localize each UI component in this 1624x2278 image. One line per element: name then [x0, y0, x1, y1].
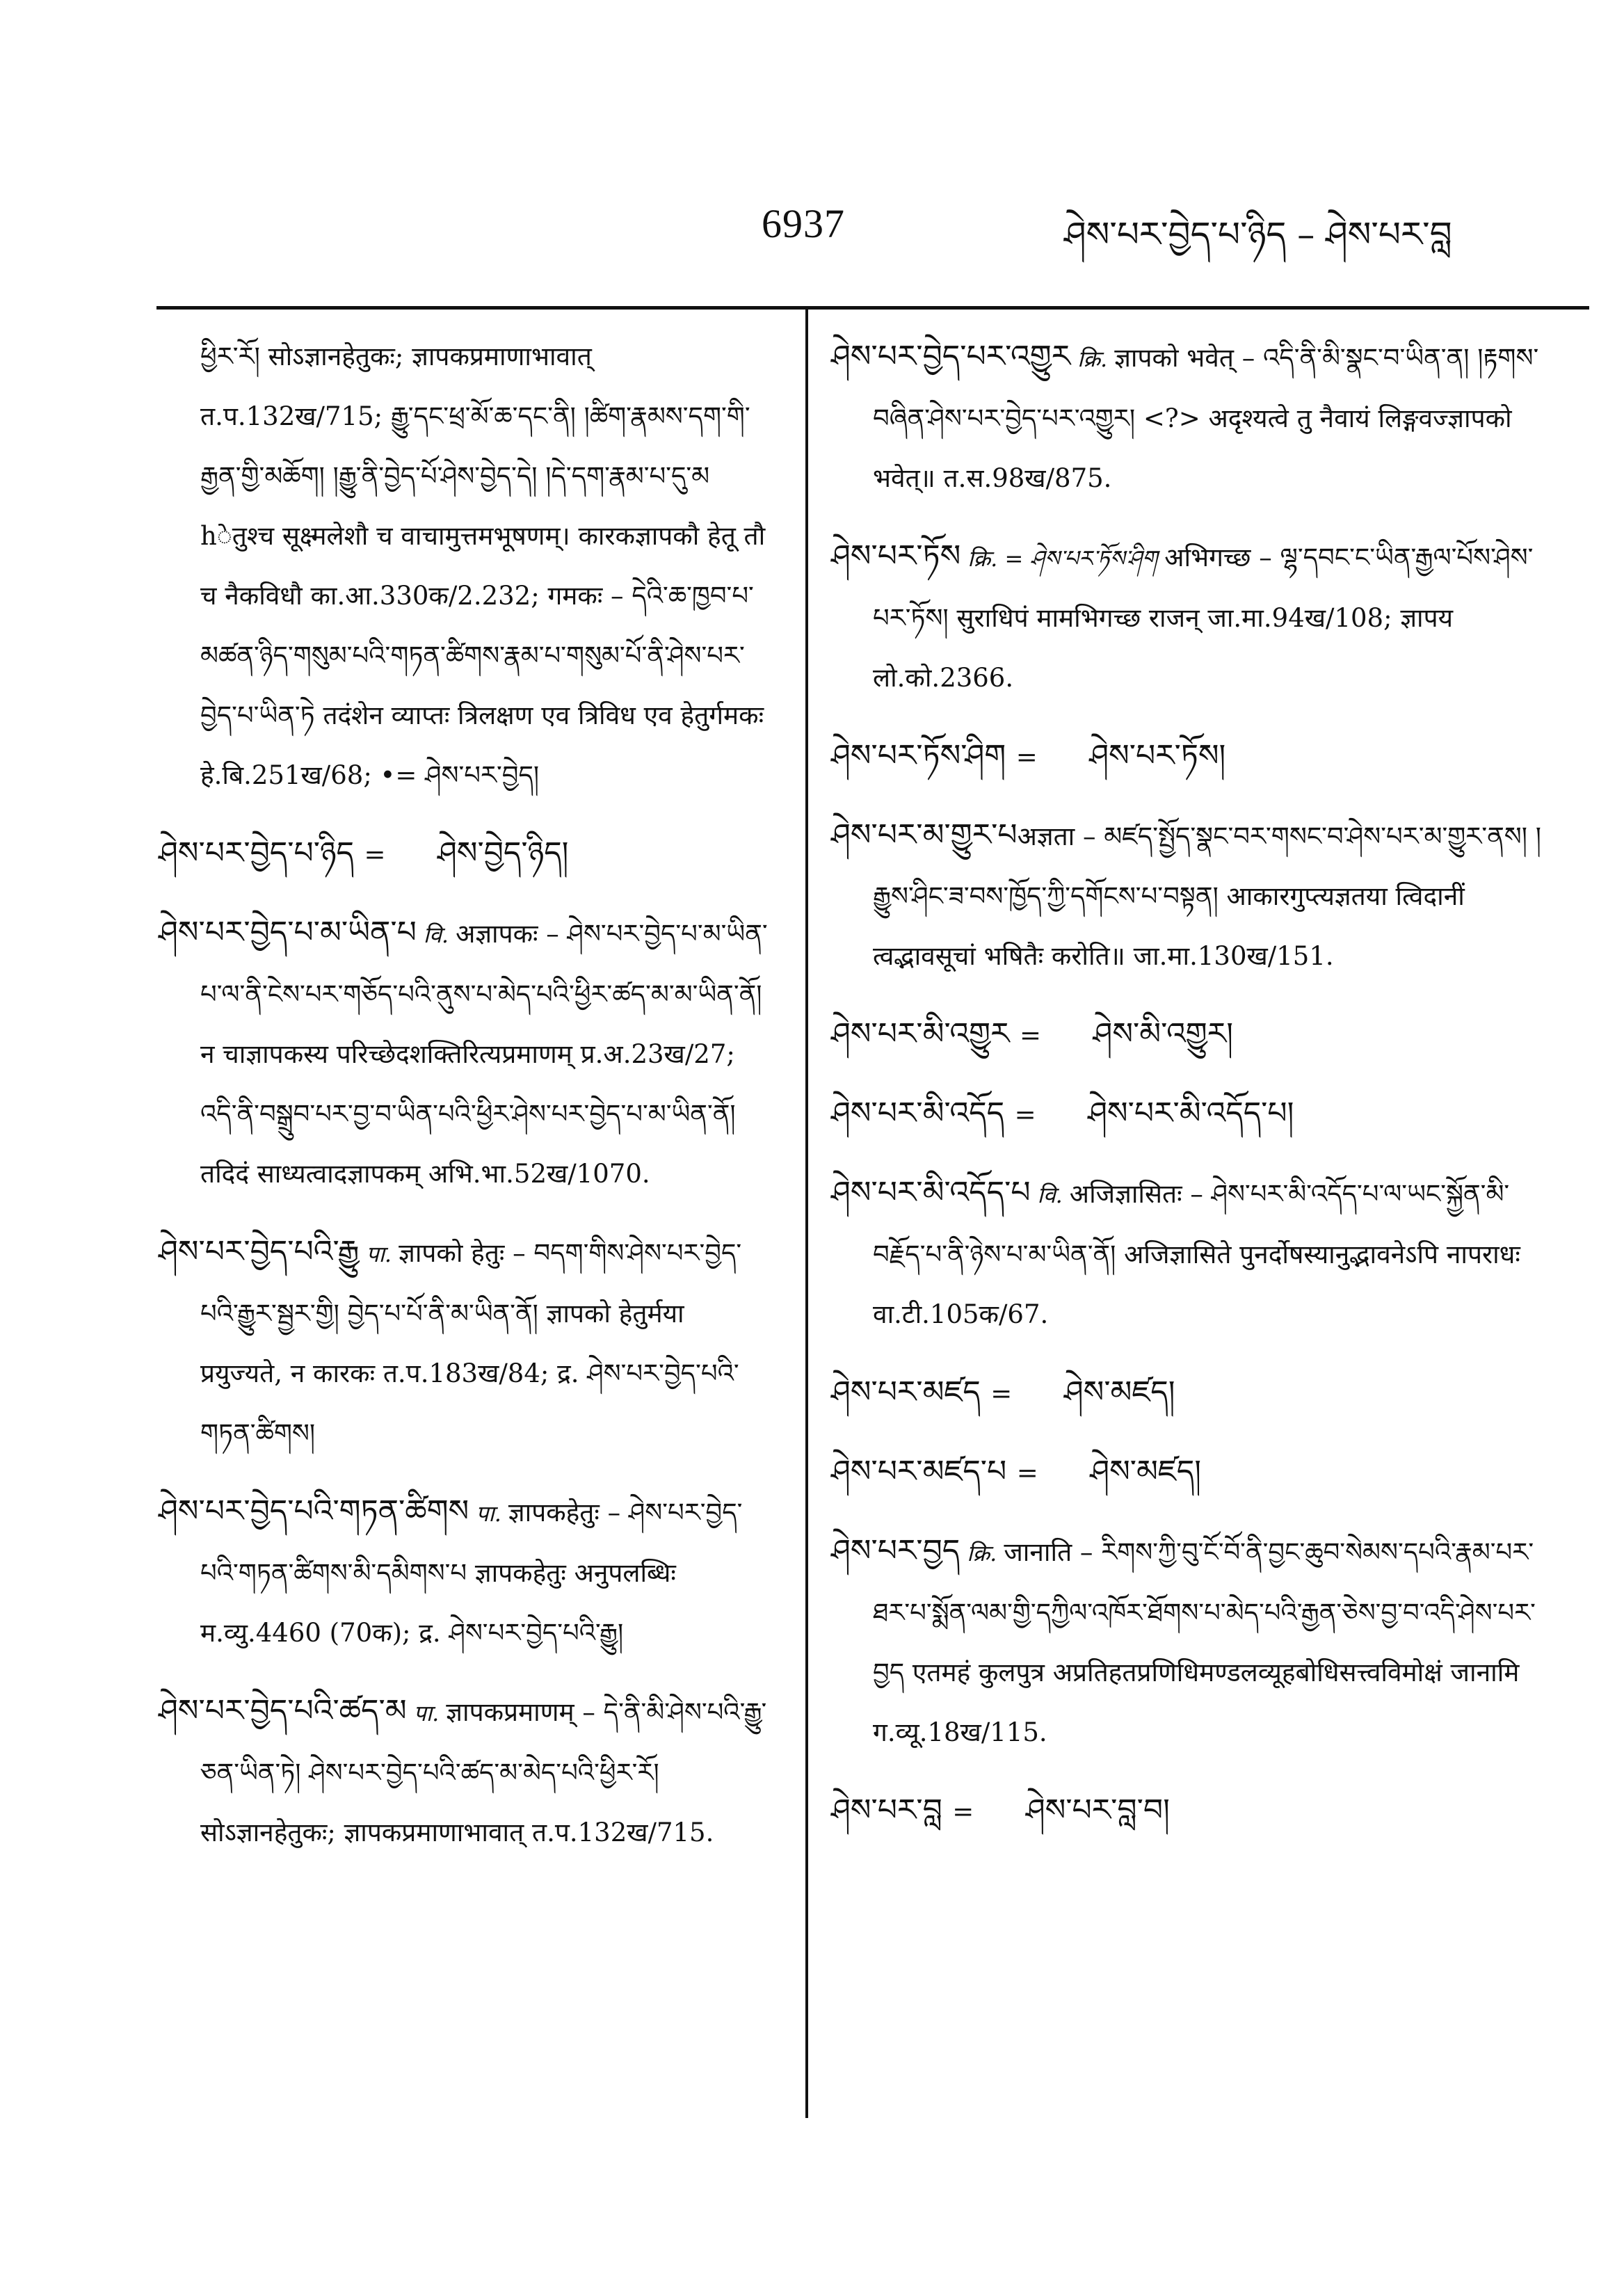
entry-continuation: ཕྱིར་རོ། सोऽज्ञानहेतुकः; ज्ञापकप्रमाणाभावात् त.प.132ख/715; རྒྱུ་དང་ཕྲ་མོ་ཆ་དང་ནི། །ཚིག་རྣམས་དག་གི་རྒྱན་གྱི་མཆོག། །རྒྱུ་ནི་བྱེད་པོ་ཤེས་བྱེད་དེ། །དེ་དག་རྣམ་པ་དུ་མ hेतुश्च सूक्ष्मलेशौ च वाचामुत्तमभूषणम्। कारकज्ञापकौ हेतू तौ च नैकविधौ का.आ.330क/2.232; गमकः – དེའི་ཆ་ཁྱབ་པ་མཚན་ཉིད་གསུམ་པའི་གཏན་ཚིགས་རྣམ་པ་གསུམ་པོ་ནི་ཤེས་པར་བྱེད་པ་ཡིན་ཏེ तदंशेन व्याप्तः त्रिलक्षण एव त्रिविध एव हेतुर्गमकः हे.बि.251ख/68; •= ཤེས་པར་བྱེད།: [200, 342, 766, 790]
grammar-label: पा.: [476, 1500, 501, 1527]
entry-headword: ཤེས་པར་མཛད: [831, 1374, 981, 1410]
equals-sign: =: [1016, 1458, 1038, 1488]
equals-sign: =: [364, 840, 386, 869]
entry-definition: ज्ञापको भवेत् – འདི་ནི་མི་སྣང་བ་ཡིན་ན། །རྟགས་བཞིན་ཤེས་པར་བྱེད་པར་འགྱུར། <?> अदृश्यत्वे तु नैवायं लिङ्गवज्ज्ञापको भवेत्॥ त.स.98ख/875.: [873, 343, 1539, 493]
cross-reference-target: ཤེས་མཛད།: [1063, 1374, 1175, 1410]
cross-reference-target: ཤེས་པར་མི་འདོད་པ།: [1088, 1096, 1294, 1131]
entry-definition: अजिज्ञासितः – ཤེས་པར་མི་འདོད་པ་ལ་ཡང་སྐྱོན་མི་བརྗོད་པ་ནི་ཉེས་པ་མ་ཡིན་ནོ། अजिज्ञासिते पुनर्दोषस्यानुद्भावनेऽपि नापराधः वा.टी.105क/67.: [873, 1179, 1520, 1329]
header-rule: [156, 306, 1589, 310]
column-divider: [805, 310, 808, 2118]
equals-sign: =: [1014, 1100, 1036, 1130]
dictionary-entry: [831, 1521, 1554, 1763]
entry-headword: ཤེས་པར་མི་འགྱུར: [831, 1016, 1010, 1052]
cross-reference-entry: [831, 1442, 1554, 1503]
entry-headword: ཤེས་པར་མི་འདོད་པ: [831, 1175, 1031, 1210]
entry-headword: ཤེས་པར་བྱེད་པ་ཉིད: [159, 835, 354, 871]
entry-definition: अभिगच्छ – ལྷ་དབང་ང་ཡིན་རྒྱལ་པོས་ཤེས་པར་ཏོས། सुराधिपं मामभिगच्छ राजन् जा.मा.94ख/108; ज्ञापय लो.को.2366.: [873, 543, 1534, 693]
cross-reference-target: ཤེས་མི་འགྱུར།: [1093, 1016, 1233, 1052]
running-head: ཤེས་པར་བྱེད་པ་ཉིད – ཤེས་པར་བླ: [1064, 214, 1452, 255]
entry-definition: ज्ञापकप्रमाणम् – དེ་ནི་མི་ཤེས་པའི་རྒྱུ་ཅན་ཡིན་ཏེ། ཤེས་པར་བྱེད་པའི་ཚད་མ་མེད་པའི་ཕྱིར་རོ། सोऽज्ञानहेतुकः; ज्ञापकप्रमाणाभावात् त.प.132ख/715.: [200, 1697, 767, 1847]
entry-headword: ཤེས་པར་ཏོས: [831, 538, 961, 574]
entry-definition: अज्ञापकः – ཤེས་པར་བྱེད་པ་མ་ཡིན་པ་ལ་ནི་ངེས་པར་གཅོད་པའི་ནུས་པ་མེད་པའི་ཕྱིར་ཚད་མ་མ་ཡིན་ནོ། न चाज्ञापकस्य परिच्छेदशक्तिरित्यप्रमाणम् प्र.अ.23ख/27; འདི་ནི་བསྒྲུབ་པར་བྱ་བ་ཡིན་པའི་ཕྱིར་ཤེས་པར་བྱེད་པ་མ་ཡིན་ནོ། तदिदं साध्यत्वादज्ञापकम् अभि.भा.52ख/1070.: [200, 919, 768, 1189]
dictionary-entry: [831, 527, 1554, 708]
dictionary-entry: [831, 1163, 1554, 1345]
equals-sign: =: [990, 1379, 1013, 1409]
cross-reference-entry: [159, 824, 771, 885]
entry-headword: ཤེས་པར་བྱེད་པའི་རྒྱུ: [159, 1234, 360, 1269]
entry-headword: ཤེས་པར་བྱེད་པར་འགྱུར: [831, 339, 1071, 374]
grammar-label: क्रि. = ཤེས་པར་ཏོས་ཤིག: [967, 545, 1158, 572]
equals-sign: =: [1015, 742, 1038, 772]
entry-headword: ཤེས་པར་བྱེད་པའི་གཏན་ཚིགས: [159, 1493, 469, 1529]
dictionary-entry: [831, 805, 1554, 986]
entry-headword: ཤེས་པར་མི་འདོད: [831, 1096, 1005, 1131]
page-number: 6937: [762, 201, 845, 246]
entry-definition: ज्ञापको हेतुः – བདག་གིས་ཤེས་པར་བྱེད་པའི་རྒྱུར་སྦྱར་གྱི། བྱེད་པ་པོ་ནི་མ་ཡིན་ནོ། ज्ञापको हेतुर्मया प्रयुज्यते, न कारकः त.प.183ख/84; द्र. ཤེས་པར་བྱེད་པའི་གཏན་ཚིགས།: [200, 1238, 742, 1448]
grammar-label: क्रि.: [967, 1540, 997, 1566]
equals-sign: =: [952, 1797, 974, 1827]
entry-headword: ཤེས་པར་མ་གྱུར་པ: [831, 817, 1018, 853]
grammar-label: वि.: [1037, 1182, 1063, 1208]
left-column: [159, 327, 771, 1881]
cross-reference-target: ཤེས་པར་ཏོས།: [1089, 738, 1226, 773]
entry-headword: ཤེས་པར་བླ: [831, 1792, 942, 1828]
entry-definition: जानाति – རིགས་ཀྱི་བུ་ངོ་བོ་ནི་བྱང་ཆུབ་སེམས་དཔའི་རྣམ་པར་ཐར་པ་སྨོན་ལམ་གྱི་དཀྱིལ་འཁོར་ཐོགས་པ་མེད་པའི་རྒྱན་ཅེས་བྱ་བ་འདི་ཤེས་པར་བྱད एतमहं कुलपुत्र अप्रतिहतप्रणिधिमण्डलव्यूहबोधिसत्त्वविमोक्षं जानामि ग.व्यू.18ख/115.: [873, 1537, 1536, 1747]
dictionary-entry: [159, 1482, 771, 1663]
cross-reference-target: ཤེས་བྱེད་ཉིད།: [437, 835, 569, 871]
entry-headword: ཤེས་པར་ཏོས་ཤིག: [831, 738, 1006, 773]
entry-headword: ཤེས་པར་བྱེད་པ་མ་ཡིན་པ: [159, 915, 417, 950]
right-column: [831, 327, 1554, 1860]
grammar-label: पा.: [413, 1700, 440, 1726]
dictionary-entry: [159, 1681, 771, 1863]
grammar-label: पा.: [366, 1241, 392, 1267]
cross-reference-target: ཤེས་མཛད།: [1090, 1454, 1201, 1489]
cross-reference-entry: [831, 1363, 1554, 1424]
entry-definition: अज्ञता – མཛད་སྤྱོད་སྣང་བར་གསང་བ་ཤེས་པར་མ་གྱུར་ནས། །རྒྱུས་ཤིང་ཟ་བས་ཁྱོད་ཀྱི་དགོངས་པ་བསྟན། आकारगुप्त्यज्ञतया त्विदानीं त्वद्भावसूचां भषितैः करोति॥ जा.मा.130ख/151.: [873, 821, 1541, 971]
cross-reference-entry: [831, 1084, 1554, 1145]
cross-reference-target: ཤེས་པར་བླ་བ།: [1025, 1792, 1170, 1828]
dictionary-entry: [159, 1222, 771, 1463]
cross-reference-entry: [831, 1781, 1554, 1842]
cross-reference-entry: [831, 1004, 1554, 1066]
entry-headword: ཤེས་པར་བྱེད་པའི་ཚད་མ: [159, 1693, 407, 1728]
cross-reference-entry: [831, 726, 1554, 787]
entry-headword: ཤེས་པར་བྱད: [831, 1533, 960, 1569]
dictionary-entry: [159, 903, 771, 1204]
grammar-label: वि.: [423, 922, 449, 948]
entry-definition: ज्ञापकहेतुः – ཤེས་པར་བྱེད་པའི་གཏན་ཚིགས་མི་དམིགས་པ ज्ञापकहेतुः अनुपलब्धिः म.व्यु.4460 (70क); द्र. ཤེས་པར་བྱེད་པའི་རྒྱུ།: [200, 1498, 743, 1648]
dictionary-entry: [831, 327, 1554, 508]
entry-headword: ཤེས་པར་མཛད་པ: [831, 1454, 1007, 1489]
equals-sign: =: [1020, 1020, 1042, 1050]
grammar-label: क्रि.: [1077, 346, 1108, 372]
